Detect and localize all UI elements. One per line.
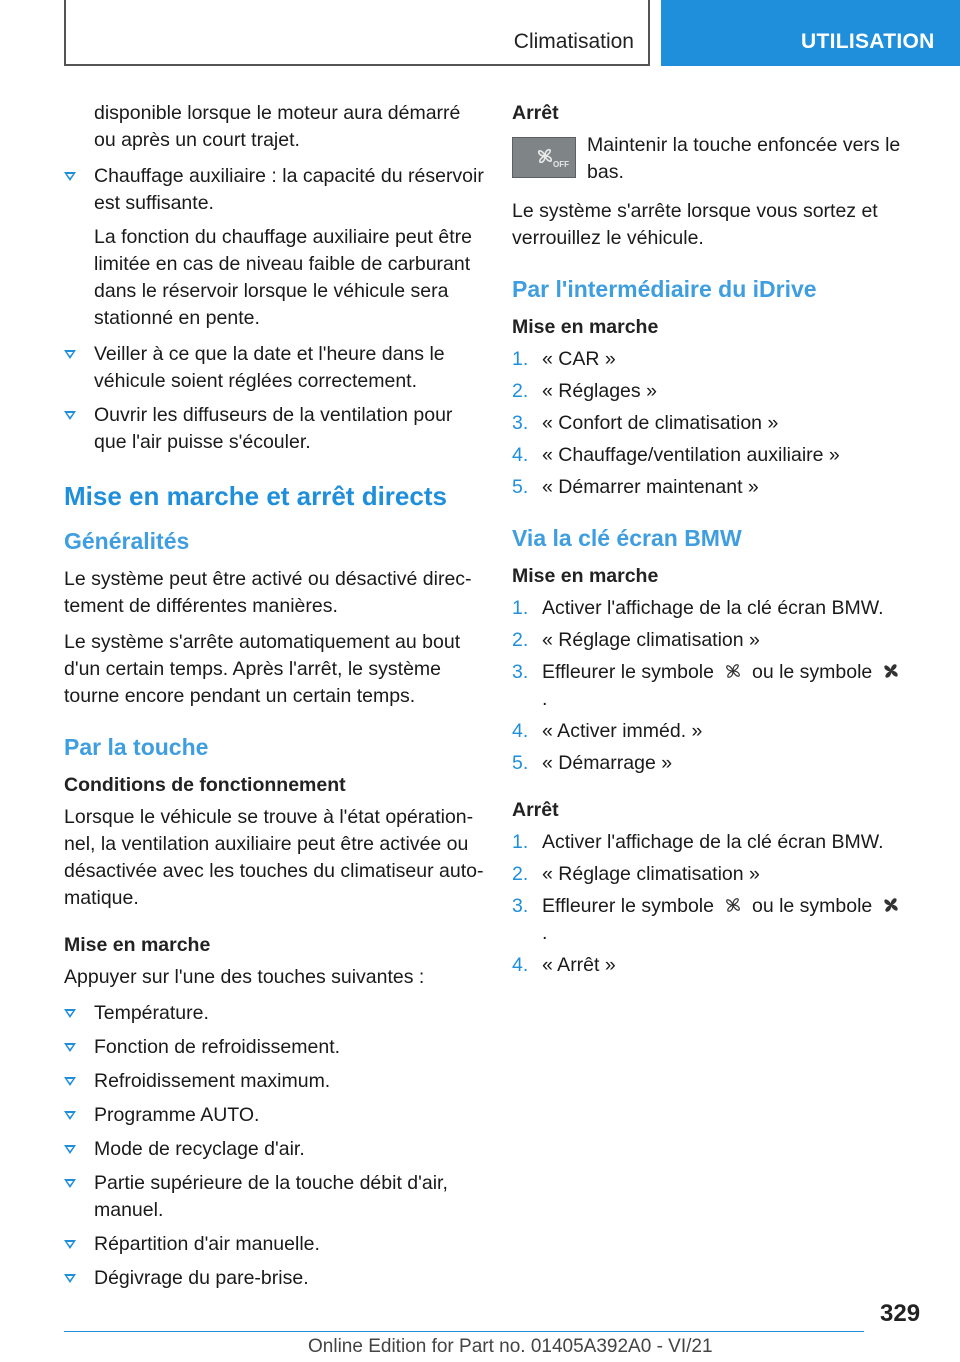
list-item-text: Fonction de refroidissement. xyxy=(94,1036,341,1058)
idrive-steps-list xyxy=(512,346,912,501)
fan-filled-icon xyxy=(880,895,902,915)
fan-outline-icon xyxy=(722,895,744,915)
left-column xyxy=(64,100,484,1299)
list-item xyxy=(64,1000,484,1027)
list-item-text: Partie supérieure de la touche débit d'air, manuel. xyxy=(94,1172,448,1221)
bullet-item xyxy=(64,341,484,395)
step-text: Effleurer le symbole xyxy=(542,661,714,683)
press-key-paragraph: Appuyer sur l'une des touches suivantes : xyxy=(64,966,425,988)
list-item-text: Température. xyxy=(94,1002,209,1024)
keys-list xyxy=(64,1000,484,1292)
cle-off-steps-list xyxy=(512,829,912,979)
step-text: . xyxy=(542,688,548,710)
step-number: 2. xyxy=(512,863,529,885)
heading-generalites: Généralités xyxy=(64,528,190,554)
heading-par-la-touche: Par la touche xyxy=(64,734,209,760)
step-text: « CAR » xyxy=(542,348,616,370)
step-text: ou le symbole xyxy=(751,661,873,683)
list-item xyxy=(64,1068,484,1095)
triangle-bullet-icon xyxy=(64,1077,76,1086)
list-item xyxy=(512,861,912,888)
intro-paragraph: disponible lorsque le moteur aura démarré ou après un court trajet. xyxy=(94,102,461,151)
arret-button-row xyxy=(512,132,912,186)
bullet-item xyxy=(64,163,484,217)
conditions-paragraph: Lorsque le véhicule se trouve à l'état opérationnel, la ventilation auxiliaire peut être activée ou désactivée avec les touches du climatiseur automatique. xyxy=(64,806,484,909)
page-number: 329 xyxy=(880,1300,921,1327)
step-number: 3. xyxy=(512,661,529,683)
step-text: Activer l'affichage de la clé écran BMW. xyxy=(542,831,884,853)
heading-conditions: Conditions de fonctionnement xyxy=(64,774,346,796)
triangle-bullet-icon xyxy=(64,1111,76,1120)
step-number: 2. xyxy=(512,629,529,651)
step-number: 4. xyxy=(512,444,529,466)
step-text: ou le symbole xyxy=(751,895,873,917)
triangle-bullet-icon xyxy=(64,172,76,181)
list-item-text: Mode de recyclage d'air. xyxy=(94,1138,305,1160)
footer-edition: Online Edition for Part no. 01405A392A0 - VI/21 xyxy=(308,1336,713,1357)
list-item xyxy=(512,595,912,622)
list-item xyxy=(512,952,912,979)
list-item xyxy=(512,627,912,654)
heading-idrive: Par l'intermédiaire du iDrive xyxy=(512,276,817,302)
header-section-title: Climatisation xyxy=(513,30,634,53)
triangle-bullet-icon xyxy=(64,1145,76,1154)
bullet-text: Chauffage auxiliaire : la capacité du réservoir est suffisante. xyxy=(94,165,484,214)
list-item xyxy=(64,1102,484,1129)
header-chapter-tab xyxy=(661,0,960,66)
list-item xyxy=(512,750,912,777)
step-number: 1. xyxy=(512,348,529,370)
fan-outline-icon xyxy=(722,661,744,681)
list-item xyxy=(512,659,912,713)
step-text: « Démarrage » xyxy=(542,752,673,774)
step-text: Activer l'affichage de la clé écran BMW. xyxy=(542,597,884,619)
auto-stop-paragraph: Le système s'arrête lorsque vous sortez et verrouillez le véhicule. xyxy=(512,200,878,249)
bullet-item xyxy=(64,402,484,456)
general-paragraph-2: Le système s'arrête automatiquement au bout d'un certain temps. Après l'arrêt, le système tourne encore pendant un certain temps. xyxy=(64,631,461,707)
step-text: . xyxy=(542,922,548,944)
list-item xyxy=(64,1170,484,1224)
list-item-text: Dégivrage du pare-brise. xyxy=(94,1267,309,1289)
step-number: 3. xyxy=(512,412,529,434)
step-number: 4. xyxy=(512,954,529,976)
heading-arret: Arrêt xyxy=(512,102,559,124)
hold-key-text: Maintenir la touche enfoncée vers le bas. xyxy=(587,134,901,183)
step-text: « Confort de climatisation » xyxy=(542,412,779,434)
list-item xyxy=(512,718,912,745)
triangle-bullet-icon xyxy=(64,1179,76,1188)
fan-off-button-image xyxy=(512,137,576,178)
list-item xyxy=(512,410,912,437)
triangle-bullet-icon xyxy=(64,1274,76,1283)
list-item-text: Programme AUTO. xyxy=(94,1104,260,1126)
heading-mise-en-marche: Mise en marche xyxy=(64,934,211,956)
step-number: 1. xyxy=(512,831,529,853)
list-item xyxy=(64,1265,484,1292)
header-section-box xyxy=(64,0,650,66)
bullet-text: Veiller à ce que la date et l'heure dans le véhicule soient réglées correctement. xyxy=(94,343,445,392)
list-item xyxy=(64,1034,484,1061)
fan-filled-icon xyxy=(880,661,902,681)
footer-divider xyxy=(64,1331,864,1332)
step-text: « Chauffage/ventilation auxiliaire » xyxy=(542,444,840,466)
list-item-text: Répartition d'air manuelle. xyxy=(94,1233,320,1255)
heading-arret-cle: Arrêt xyxy=(512,799,559,821)
list-item xyxy=(512,442,912,469)
list-item xyxy=(64,1231,484,1258)
step-number: 4. xyxy=(512,720,529,742)
triangle-bullet-icon xyxy=(64,350,76,359)
step-text: « Activer imméd. » xyxy=(542,720,703,742)
step-text: « Démarrer maintenant » xyxy=(542,476,759,498)
step-number: 5. xyxy=(512,752,529,774)
bullet-note: La fonction du chauffage auxiliaire peut être limitée en cas de niveau faible de carburant dans le réservoir lorsque le véhicule sera stationné en pente. xyxy=(94,226,472,329)
heading-direct-on-off: Mise en marche et arrêt directs xyxy=(64,481,447,511)
heading-cle-ecran: Via la clé écran BMW xyxy=(512,525,742,551)
list-item xyxy=(512,346,912,373)
heading-mise-en-marche-idrive: Mise en marche xyxy=(512,316,659,338)
triangle-bullet-icon xyxy=(64,1009,76,1018)
step-text: « Réglages » xyxy=(542,380,657,402)
step-number: 3. xyxy=(512,895,529,917)
heading-mise-en-marche-cle: Mise en marche xyxy=(512,565,659,587)
step-text: Effleurer le symbole xyxy=(542,895,714,917)
step-number: 1. xyxy=(512,597,529,619)
step-text: « Réglage climatisation » xyxy=(542,629,760,651)
general-paragraph-1: Le système peut être activé ou désactivé directement de différentes manières. xyxy=(64,568,472,617)
list-item xyxy=(64,1136,484,1163)
header-chapter-title: UTILISATION xyxy=(801,30,935,53)
cle-on-steps-list xyxy=(512,595,912,777)
bullet-text: Ouvrir les diffuseurs de la ventilation pour que l'air puisse s'écouler. xyxy=(94,404,453,453)
step-number: 2. xyxy=(512,380,529,402)
list-item xyxy=(512,474,912,501)
triangle-bullet-icon xyxy=(64,1240,76,1249)
list-item xyxy=(512,893,912,947)
step-number: 5. xyxy=(512,476,529,498)
triangle-bullet-icon xyxy=(64,1043,76,1052)
off-label: OFF xyxy=(553,160,569,169)
list-item xyxy=(512,378,912,405)
triangle-bullet-icon xyxy=(64,411,76,420)
list-item-text: Refroidissement maximum. xyxy=(94,1070,331,1092)
list-item xyxy=(512,829,912,856)
right-column xyxy=(512,100,912,984)
step-text: « Arrêt » xyxy=(542,954,616,976)
step-text: « Réglage climatisation » xyxy=(542,863,760,885)
